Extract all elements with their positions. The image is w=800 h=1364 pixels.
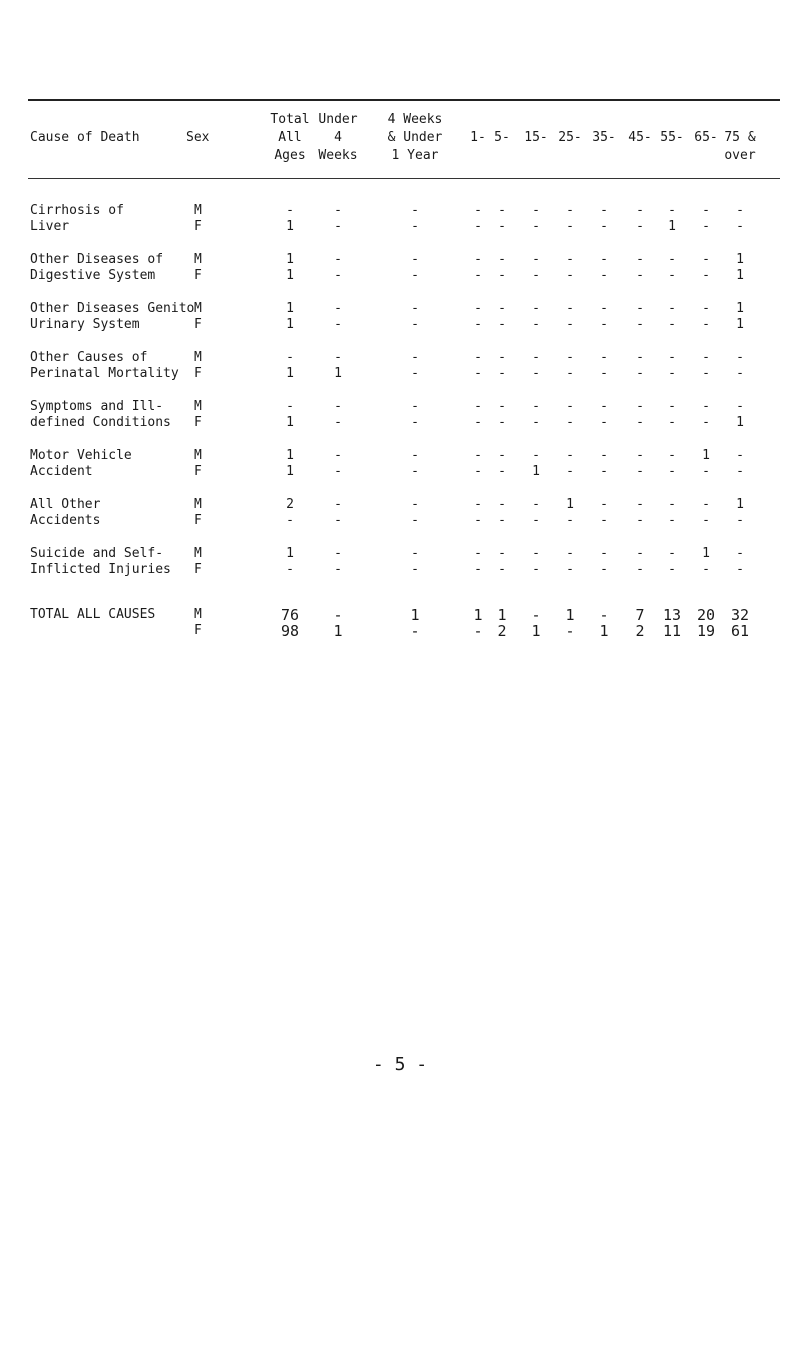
cause-label: Cirrhosis of bbox=[30, 203, 124, 218]
value-cell: 98 bbox=[280, 622, 300, 640]
value-cell: - bbox=[702, 399, 710, 414]
value-cell: - bbox=[566, 203, 574, 218]
value-cell: - bbox=[532, 562, 540, 577]
value-cell: - bbox=[474, 448, 482, 463]
value-cell: - bbox=[702, 513, 710, 528]
value-cell: - bbox=[668, 301, 676, 316]
value-cell: - bbox=[668, 350, 676, 365]
value-cell: - bbox=[334, 464, 342, 479]
value-cell: - bbox=[286, 513, 294, 528]
value-cell: 1 bbox=[736, 497, 744, 512]
value-cell: - bbox=[474, 497, 482, 512]
cause-label: Symptoms and Ill- bbox=[30, 399, 164, 414]
value-cell: 1 bbox=[286, 268, 294, 283]
header-col-1-line-2: All bbox=[278, 130, 302, 145]
value-cell: 2 bbox=[286, 497, 294, 512]
value-cell: 1 bbox=[286, 546, 294, 561]
value-cell: - bbox=[600, 252, 608, 267]
value-cell: 1 bbox=[565, 606, 575, 624]
value-cell: - bbox=[532, 366, 540, 381]
value-cell: - bbox=[411, 301, 419, 316]
value-cell: - bbox=[474, 415, 482, 430]
value-cell: - bbox=[636, 415, 644, 430]
value-cell: 7 bbox=[635, 606, 645, 624]
value-cell: 1 bbox=[473, 606, 483, 624]
cause-label: TOTAL ALL CAUSES bbox=[30, 607, 156, 622]
value-cell: - bbox=[498, 252, 506, 267]
sex-cell: M bbox=[194, 497, 202, 512]
header-col-12-line-3: over bbox=[724, 148, 756, 163]
value-cell: - bbox=[532, 268, 540, 283]
sex-cell: F bbox=[194, 268, 202, 283]
header-col-3-line-3: 1 Year bbox=[391, 148, 439, 163]
value-cell: - bbox=[566, 350, 574, 365]
value-cell: - bbox=[668, 268, 676, 283]
header-col-10-line-2: 55- bbox=[660, 130, 684, 145]
value-cell: - bbox=[498, 366, 506, 381]
value-cell: - bbox=[600, 562, 608, 577]
value-cell: - bbox=[473, 622, 483, 640]
value-cell: - bbox=[636, 399, 644, 414]
value-cell: - bbox=[600, 350, 608, 365]
value-cell: - bbox=[498, 513, 506, 528]
value-cell: 1 bbox=[497, 606, 507, 624]
value-cell: - bbox=[600, 464, 608, 479]
value-cell: - bbox=[474, 219, 482, 234]
value-cell: 20 bbox=[696, 606, 716, 624]
value-cell: - bbox=[600, 203, 608, 218]
value-cell: - bbox=[566, 448, 574, 463]
value-cell: - bbox=[566, 252, 574, 267]
value-cell: - bbox=[532, 513, 540, 528]
value-cell: - bbox=[668, 415, 676, 430]
value-cell: - bbox=[600, 317, 608, 332]
value-cell: - bbox=[636, 464, 644, 479]
value-cell: - bbox=[334, 268, 342, 283]
value-cell: - bbox=[668, 513, 676, 528]
value-cell: - bbox=[668, 448, 676, 463]
value-cell: - bbox=[498, 399, 506, 414]
value-cell: - bbox=[668, 562, 676, 577]
value-cell: 1 bbox=[286, 464, 294, 479]
cause-label: Liver bbox=[30, 219, 70, 234]
value-cell: 1 bbox=[702, 448, 710, 463]
value-cell: - bbox=[668, 497, 676, 512]
value-cell: - bbox=[600, 301, 608, 316]
value-cell: - bbox=[532, 301, 540, 316]
value-cell: - bbox=[334, 513, 342, 528]
value-cell: - bbox=[532, 415, 540, 430]
value-cell: 11 bbox=[662, 622, 682, 640]
top-rule bbox=[28, 99, 780, 101]
value-cell: - bbox=[636, 513, 644, 528]
header-col-12-line-2: 75 & bbox=[724, 130, 756, 145]
value-cell: - bbox=[736, 219, 744, 234]
value-cell: - bbox=[411, 464, 419, 479]
value-cell: - bbox=[334, 497, 342, 512]
header-col-3-line-2: & Under bbox=[387, 130, 443, 145]
value-cell: - bbox=[636, 497, 644, 512]
value-cell: - bbox=[334, 350, 342, 365]
value-cell: - bbox=[736, 546, 744, 561]
header-col-4-line-2: 1- bbox=[470, 130, 486, 145]
value-cell: - bbox=[636, 317, 644, 332]
value-cell: - bbox=[736, 513, 744, 528]
value-cell: 1 bbox=[286, 317, 294, 332]
value-cell: - bbox=[668, 464, 676, 479]
value-cell: - bbox=[532, 350, 540, 365]
value-cell: - bbox=[498, 317, 506, 332]
value-cell: - bbox=[498, 448, 506, 463]
value-cell: - bbox=[566, 301, 574, 316]
value-cell: - bbox=[702, 562, 710, 577]
value-cell: - bbox=[702, 219, 710, 234]
value-cell: - bbox=[532, 203, 540, 218]
value-cell: - bbox=[474, 350, 482, 365]
value-cell: - bbox=[668, 203, 676, 218]
value-cell: - bbox=[636, 252, 644, 267]
value-cell: 1 bbox=[286, 415, 294, 430]
value-cell: - bbox=[532, 219, 540, 234]
value-cell: - bbox=[532, 497, 540, 512]
value-cell: - bbox=[702, 464, 710, 479]
header-col-1-line-3: Ages bbox=[274, 148, 306, 163]
value-cell: - bbox=[636, 268, 644, 283]
value-cell: 1 bbox=[736, 252, 744, 267]
value-cell: - bbox=[736, 448, 744, 463]
value-cell: 1 bbox=[286, 252, 294, 267]
header-col-2-line-2: 4 bbox=[334, 130, 342, 145]
cause-label: Perinatal Mortality bbox=[30, 366, 179, 381]
value-cell: 1 bbox=[736, 268, 744, 283]
cause-label: Other Diseases of bbox=[30, 252, 164, 267]
value-cell: - bbox=[334, 317, 342, 332]
header-col-7-line-2: 25- bbox=[558, 130, 582, 145]
value-cell: - bbox=[411, 350, 419, 365]
header-col-6-line-2: 15- bbox=[524, 130, 548, 145]
value-cell: - bbox=[498, 301, 506, 316]
value-cell: - bbox=[334, 399, 342, 414]
sex-cell: M bbox=[194, 252, 202, 267]
header-col-3-line-1: 4 Weeks bbox=[387, 112, 443, 127]
value-cell: - bbox=[600, 219, 608, 234]
value-cell: - bbox=[532, 399, 540, 414]
header-col-1-line-1: Total bbox=[270, 112, 310, 127]
value-cell: - bbox=[474, 513, 482, 528]
value-cell: - bbox=[474, 399, 482, 414]
sex-cell: F bbox=[194, 219, 202, 234]
value-cell: - bbox=[600, 497, 608, 512]
value-cell: 1 bbox=[668, 219, 676, 234]
value-cell: - bbox=[668, 546, 676, 561]
value-cell: - bbox=[566, 399, 574, 414]
value-cell: - bbox=[600, 448, 608, 463]
value-cell: - bbox=[566, 317, 574, 332]
sex-cell: M bbox=[194, 399, 202, 414]
value-cell: 1 bbox=[286, 301, 294, 316]
value-cell: 1 bbox=[334, 366, 342, 381]
value-cell: - bbox=[411, 268, 419, 283]
value-cell: - bbox=[474, 203, 482, 218]
value-cell: - bbox=[636, 546, 644, 561]
value-cell: - bbox=[702, 366, 710, 381]
value-cell: - bbox=[334, 546, 342, 561]
value-cell: - bbox=[600, 399, 608, 414]
value-cell: - bbox=[411, 203, 419, 218]
value-cell: - bbox=[411, 513, 419, 528]
value-cell: - bbox=[334, 219, 342, 234]
sex-cell: F bbox=[194, 513, 202, 528]
value-cell: - bbox=[668, 317, 676, 332]
value-cell: - bbox=[600, 366, 608, 381]
value-cell: 1 bbox=[566, 497, 574, 512]
value-cell: - bbox=[411, 252, 419, 267]
value-cell: - bbox=[334, 203, 342, 218]
value-cell: - bbox=[702, 252, 710, 267]
value-cell: - bbox=[566, 268, 574, 283]
value-cell: 13 bbox=[662, 606, 682, 624]
value-cell: 1 bbox=[333, 622, 343, 640]
value-cell: 1 bbox=[599, 622, 609, 640]
sex-cell: F bbox=[194, 366, 202, 381]
value-cell: - bbox=[532, 317, 540, 332]
value-cell: 61 bbox=[730, 622, 750, 640]
value-cell: - bbox=[566, 513, 574, 528]
value-cell: - bbox=[702, 415, 710, 430]
value-cell: - bbox=[410, 622, 420, 640]
value-cell: 1 bbox=[736, 317, 744, 332]
value-cell: - bbox=[474, 562, 482, 577]
sex-cell: F bbox=[194, 562, 202, 577]
value-cell: - bbox=[736, 350, 744, 365]
value-cell: 1 bbox=[286, 366, 294, 381]
sex-cell: M bbox=[194, 546, 202, 561]
value-cell: - bbox=[636, 350, 644, 365]
cause-label: Accident bbox=[30, 464, 93, 479]
value-cell: - bbox=[498, 350, 506, 365]
cause-label: Inflicted Injuries bbox=[30, 562, 171, 577]
value-cell: - bbox=[411, 399, 419, 414]
sex-cell: F bbox=[194, 415, 202, 430]
header-col-11-line-2: 65- bbox=[694, 130, 718, 145]
value-cell: - bbox=[532, 448, 540, 463]
value-cell: - bbox=[286, 350, 294, 365]
header-cause-of-death: Cause of Death bbox=[30, 130, 140, 145]
header-col-2-line-3: Weeks bbox=[318, 148, 358, 163]
value-cell: - bbox=[411, 219, 419, 234]
value-cell: 1 bbox=[531, 622, 541, 640]
value-cell: - bbox=[566, 415, 574, 430]
value-cell: - bbox=[334, 448, 342, 463]
sex-cell: M bbox=[194, 203, 202, 218]
value-cell: - bbox=[411, 497, 419, 512]
value-cell: - bbox=[600, 268, 608, 283]
value-cell: - bbox=[636, 301, 644, 316]
value-cell: - bbox=[286, 562, 294, 577]
value-cell: - bbox=[736, 562, 744, 577]
value-cell: - bbox=[702, 203, 710, 218]
value-cell: - bbox=[334, 301, 342, 316]
sex-cell: F bbox=[194, 623, 202, 638]
value-cell: - bbox=[334, 415, 342, 430]
value-cell: - bbox=[566, 464, 574, 479]
value-cell: - bbox=[474, 268, 482, 283]
sex-cell: M bbox=[194, 350, 202, 365]
page-number: - 5 - bbox=[372, 1054, 428, 1075]
cause-label: Other Diseases Genito bbox=[30, 301, 195, 316]
value-cell: - bbox=[411, 562, 419, 577]
value-cell: - bbox=[736, 399, 744, 414]
value-cell: - bbox=[333, 606, 343, 624]
value-cell: - bbox=[636, 448, 644, 463]
value-cell: - bbox=[474, 366, 482, 381]
value-cell: - bbox=[286, 203, 294, 218]
cause-label: Digestive System bbox=[30, 268, 156, 283]
value-cell: - bbox=[334, 562, 342, 577]
value-cell: - bbox=[599, 606, 609, 624]
sex-cell: M bbox=[194, 301, 202, 316]
value-cell: - bbox=[566, 546, 574, 561]
value-cell: 76 bbox=[280, 606, 300, 624]
value-cell: 1 bbox=[702, 546, 710, 561]
value-cell: - bbox=[498, 415, 506, 430]
value-cell: - bbox=[636, 219, 644, 234]
value-cell: 1 bbox=[736, 301, 744, 316]
value-cell: - bbox=[736, 366, 744, 381]
value-cell: 1 bbox=[410, 606, 420, 624]
value-cell: - bbox=[636, 366, 644, 381]
value-cell: - bbox=[600, 513, 608, 528]
value-cell: - bbox=[532, 546, 540, 561]
header-sex: Sex bbox=[186, 130, 210, 145]
value-cell: - bbox=[498, 268, 506, 283]
sex-cell: M bbox=[194, 448, 202, 463]
value-cell: - bbox=[565, 622, 575, 640]
value-cell: - bbox=[668, 252, 676, 267]
header-col-5-line-2: 5- bbox=[494, 130, 510, 145]
value-cell: 1 bbox=[736, 415, 744, 430]
value-cell: 2 bbox=[497, 622, 507, 640]
value-cell: - bbox=[600, 415, 608, 430]
value-cell: 1 bbox=[286, 219, 294, 234]
value-cell: - bbox=[702, 317, 710, 332]
value-cell: - bbox=[702, 301, 710, 316]
value-cell: - bbox=[334, 252, 342, 267]
cause-label: All Other bbox=[30, 497, 101, 512]
value-cell: - bbox=[411, 366, 419, 381]
sex-cell: F bbox=[194, 464, 202, 479]
value-cell: - bbox=[636, 562, 644, 577]
header-col-8-line-2: 35- bbox=[592, 130, 616, 145]
header-col-2-line-1: Under bbox=[318, 112, 358, 127]
value-cell: - bbox=[498, 203, 506, 218]
value-cell: - bbox=[736, 464, 744, 479]
value-cell: 19 bbox=[696, 622, 716, 640]
cause-label: Other Causes of bbox=[30, 350, 148, 365]
cause-label: Urinary System bbox=[30, 317, 140, 332]
value-cell: - bbox=[498, 546, 506, 561]
cause-label: defined Conditions bbox=[30, 415, 171, 430]
value-cell: - bbox=[566, 219, 574, 234]
value-cell: - bbox=[600, 546, 608, 561]
value-cell: - bbox=[566, 366, 574, 381]
value-cell: - bbox=[532, 252, 540, 267]
cause-label: Accidents bbox=[30, 513, 101, 528]
value-cell: - bbox=[566, 562, 574, 577]
value-cell: - bbox=[702, 350, 710, 365]
value-cell: - bbox=[474, 252, 482, 267]
sex-cell: F bbox=[194, 317, 202, 332]
value-cell: - bbox=[702, 497, 710, 512]
value-cell: - bbox=[474, 301, 482, 316]
value-cell: 2 bbox=[635, 622, 645, 640]
header-rule bbox=[28, 178, 780, 179]
value-cell: - bbox=[702, 268, 710, 283]
value-cell: - bbox=[498, 464, 506, 479]
value-cell: - bbox=[498, 219, 506, 234]
value-cell: - bbox=[411, 415, 419, 430]
value-cell: - bbox=[411, 546, 419, 561]
value-cell: - bbox=[668, 366, 676, 381]
value-cell: - bbox=[498, 497, 506, 512]
value-cell: - bbox=[498, 562, 506, 577]
value-cell: - bbox=[474, 546, 482, 561]
value-cell: 1 bbox=[532, 464, 540, 479]
value-cell: - bbox=[531, 606, 541, 624]
cause-label: Motor Vehicle bbox=[30, 448, 132, 463]
value-cell: - bbox=[411, 448, 419, 463]
value-cell: - bbox=[736, 203, 744, 218]
cause-label: Suicide and Self- bbox=[30, 546, 164, 561]
value-cell: - bbox=[668, 399, 676, 414]
value-cell: 1 bbox=[286, 448, 294, 463]
value-cell: - bbox=[286, 399, 294, 414]
value-cell: - bbox=[411, 317, 419, 332]
value-cell: - bbox=[474, 464, 482, 479]
sex-cell: M bbox=[194, 607, 202, 622]
value-cell: 32 bbox=[730, 606, 750, 624]
value-cell: - bbox=[474, 317, 482, 332]
header-col-9-line-2: 45- bbox=[628, 130, 652, 145]
value-cell: - bbox=[636, 203, 644, 218]
